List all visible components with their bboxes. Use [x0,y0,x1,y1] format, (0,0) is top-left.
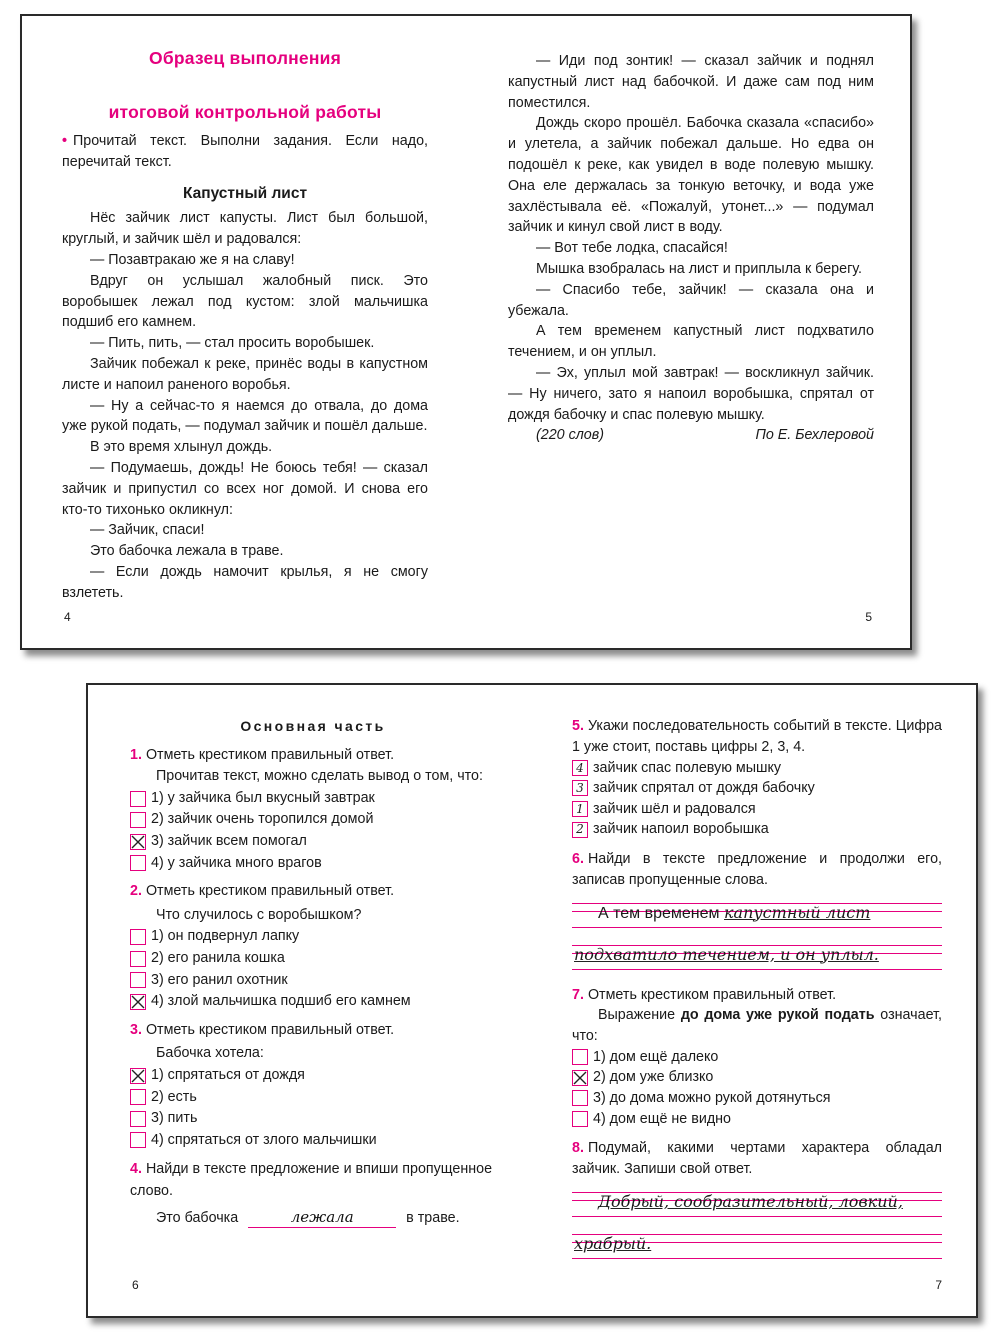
sentence-after: в траве. [406,1210,460,1227]
option-label: 4) злой мальчишка подшиб его камнем [151,993,411,1010]
cross-mark-icon [131,995,145,1009]
page-number: 6 [132,1278,139,1292]
question-number: 3. [130,1021,142,1038]
page-6 [130,685,496,1316]
checkbox[interactable] [572,1111,588,1127]
bullet-icon: • [62,133,68,149]
handwritten-answer: Добрый, сообразительный, ловкий, [598,1191,903,1211]
sequence-list [572,758,942,840]
question-number: 6. [572,850,584,867]
option-list [572,1047,942,1129]
question-number: 1. [130,746,142,763]
answer-option [572,1047,942,1068]
answer-option [130,788,496,810]
question-prompt: Отметь крестиком правильный ответ. [145,1021,395,1038]
answer-option [572,1088,942,1109]
page-5 [508,16,874,648]
answer-option [130,1087,496,1109]
question-prompt: Подумай, какими чертами характера обладал зайчик. Запиши свой ответ. [572,1140,942,1178]
sequence-item [572,778,942,799]
answer-option [130,853,496,875]
checkbox[interactable] [130,1111,146,1127]
paragraph: — Зайчик, спаси! [90,522,205,539]
question-prompt: Отметь крестиком правильный ответ. [587,986,837,1003]
sequence-item [572,799,942,820]
paragraph: — Вот тебе лодка, спасайся! [536,240,728,257]
question-6 [572,849,942,977]
paragraph: Мышка взобралась на лист и приплыла к берегу. [536,260,862,277]
page-number: 7 [935,1278,942,1292]
option-label: 2) дом уже близко [593,1069,714,1086]
book-spread-bottom [86,683,978,1318]
question-prompt: Отметь крестиком правильный ответ. [145,746,395,763]
paragraph: — Если дождь намочит крылья, я не смогу взлететь. [62,563,428,601]
question-number: 7. [572,986,584,1003]
sequence-number-box[interactable]: 4 [572,760,588,776]
printed-start: А тем временем [598,904,720,922]
question-list [130,745,496,1152]
paragraph: Зайчик побежал к реке, принёс воды в капустном листе и напоил раненого воробья. [62,355,428,393]
paragraph: Это бабочка лежала в траве. [90,543,284,560]
section-title: Основная часть [240,718,386,734]
checkbox-checked[interactable] [130,1068,146,1084]
option-label: 3) его ранил охотник [151,971,288,988]
question-number: 5. [572,718,584,734]
question-number: 2. [130,883,142,900]
checkbox[interactable] [572,1090,588,1106]
paragraph: Вдруг он услышал жалобный писк. Это воробышек лежал под кустом: злой мальчишка подшиб его камнем. [62,272,428,331]
expression: до дома уже рукой подать [680,1007,875,1024]
question-prompt: Отметь крестиком правильный ответ. [145,883,395,900]
checkbox[interactable] [130,951,146,967]
option-label: 2) есть [151,1088,197,1105]
question-sub [572,1005,942,1047]
question-4 [130,1159,496,1230]
question-sub: Бабочка хотела: [156,1045,264,1062]
paragraph: — Спасибо тебе, зайчик! — сказала она и убежала. [508,281,874,319]
checkbox[interactable] [130,1132,146,1148]
checkbox[interactable] [130,812,146,828]
answer-option [572,1109,942,1130]
book-spread-top [20,14,912,650]
paragraph: — Ну а сейчас-то я наемся до отвала, до дома уже рукой подать, — подумал зайчик и пошёл дальше. [62,397,428,435]
sequence-label: зайчик спас полевую мышку [593,759,782,776]
question-8 [572,1138,942,1266]
option-label: 3) пить [151,1110,198,1127]
checkbox-checked[interactable] [572,1070,588,1086]
page-number: 4 [64,610,71,624]
option-label: 2) его ранила кошка [151,949,285,966]
paragraph: — Пить, пить, — стал просить воробышек. [90,335,375,352]
paragraph: А тем временем капустный лист подхватило течением, и он уплыл. [508,323,874,361]
sequence-label: зайчик шёл и радовался [593,800,756,817]
sequence-label: зайчик напоил воробышка [593,821,769,838]
option-label: 1) дом ещё далеко [593,1048,719,1065]
answer-option [130,970,496,992]
ruled-line[interactable] [572,895,942,935]
cross-mark-icon [131,1069,145,1083]
handwritten-answer: подхватило течением, и он уплыл. [574,944,879,964]
checkbox-checked[interactable] [130,994,146,1010]
option-label: 4) дом ещё не видно [593,1110,732,1127]
cross-mark-icon [573,1071,587,1085]
page-number: 5 [865,610,872,624]
option-label: 4) у зайчика много врагов [151,854,322,871]
sequence-number-box[interactable]: 3 [572,780,588,796]
paragraph: В это время хлынул дождь. [90,439,273,456]
checkbox[interactable] [130,929,146,945]
option-label: 1) спрятаться от дождя [151,1066,305,1083]
author: По Е. Бехлеровой [755,427,874,444]
question-2 [130,881,496,1013]
question-prompt: Укажи последовательность событий в тексте. Цифра 1 уже стоит, поставь цифры 2, 3, 4. [572,718,942,755]
answer-option [130,1065,496,1087]
word-count: (220 слов) [536,427,604,444]
paragraph: Нёс зайчик лист капусты. Лист был большой, круглый, и зайчик шёл и радовался: [62,210,428,248]
sequence-number-box[interactable]: 1 [572,801,588,817]
sequence-item [572,758,942,779]
question-1 [130,745,496,875]
paragraph: — Эх, уплыл мой завтрак! — воскликнул зайчик. — Ну ничего, зато я напоил воробышка, спрятал от дождя бабочку и спас полевую мышку. [508,364,874,423]
paragraph: Дождь скоро прошёл. Бабочка сказала «спасибо» и улетела, а зайчик побежал дальше. Но едва он подошёл к реке, как увидел в воде полевую мышку. Она еле держалась за тонкую веточку, и вода уже захлёстывала её. «Пожалуй, утонет...» — подумал зайчик и кинул свой лист в воду. [508,115,874,236]
fill-sentence [130,1207,496,1230]
question-prompt: Найди в тексте предложение и продолжи его, записав пропущенные слова. [572,850,942,888]
option-label: 4) спрятаться от злого мальчишки [151,1131,377,1148]
answer-option [572,1068,942,1089]
question-7 [572,985,942,1130]
sentence-before: Это бабочка [156,1210,239,1227]
checkbox[interactable] [130,1089,146,1105]
page-title-line2: итоговой контрольной работы [108,102,382,122]
sequence-number-box[interactable]: 2 [572,822,588,838]
question-sub: Прочитав текст, можно сделать вывод о том, что: [156,768,483,785]
page-title-line1: Образец выполнения [149,48,341,68]
answer-option [130,1108,496,1130]
question-number: 4. [130,1161,142,1178]
answer-option [130,948,496,970]
paragraph: — Позавтракаю же я на славу! [90,251,295,268]
option-label: 1) у зайчика был вкусный завтрак [151,789,375,806]
sub-text: Выражение [598,1007,676,1024]
handwritten-answer: храбрый. [574,1233,652,1253]
instruction-text: Прочитай текст. Выполни задания. Если надо, перечитай текст. [62,133,428,170]
checkbox[interactable] [130,791,146,807]
checkbox[interactable] [130,855,146,871]
checkbox[interactable] [130,972,146,988]
ruled-line[interactable] [572,1226,942,1266]
question-number: 8. [572,1140,584,1157]
answer-option [130,926,496,948]
story-signature [508,425,874,446]
option-label: 3) зайчик всем помогал [151,832,307,849]
answer-option [130,991,496,1013]
checkbox-checked[interactable] [130,834,146,850]
option-label: 1) он подвернул лапку [151,928,300,945]
paragraph: — Иди под зонтик! — сказал зайчик и поднял капустный лист над бабочкой. И даже сам под ним поместился. [508,53,874,111]
handwritten-answer: капустный лист [724,902,871,922]
page-4 [62,16,428,648]
answer-option [130,809,496,831]
option-label: 3) до дома можно рукой дотянуться [593,1090,831,1107]
instruction [62,131,428,173]
cross-mark-icon [131,835,145,849]
ruled-line[interactable] [572,1184,942,1224]
answer-blank[interactable]: лежала [248,1207,396,1228]
question-5 [572,716,942,840]
sub-text: означает, что: [572,1007,942,1045]
answer-option [130,831,496,853]
question-prompt: Найди в тексте предложение и впиши пропущенное слово. [130,1161,493,1199]
sequence-label: зайчик спрятал от дождя бабочку [593,780,815,797]
question-sub: Что случилось с воробышком? [156,906,362,923]
story-title: Капустный лист [182,184,308,202]
ruled-line[interactable] [572,937,942,977]
checkbox[interactable] [572,1049,588,1065]
answer-option [130,1130,496,1152]
option-label: 2) зайчик очень торопился домой [151,811,374,828]
question-3 [130,1020,496,1152]
sequence-item [572,819,942,840]
paragraph: — Подумаешь, дождь! Не боюсь тебя! — сказал зайчик и припустил со всех ног домой. И снова его кто-то тихонько окликнул: [62,459,428,518]
page-7 [572,685,942,1316]
